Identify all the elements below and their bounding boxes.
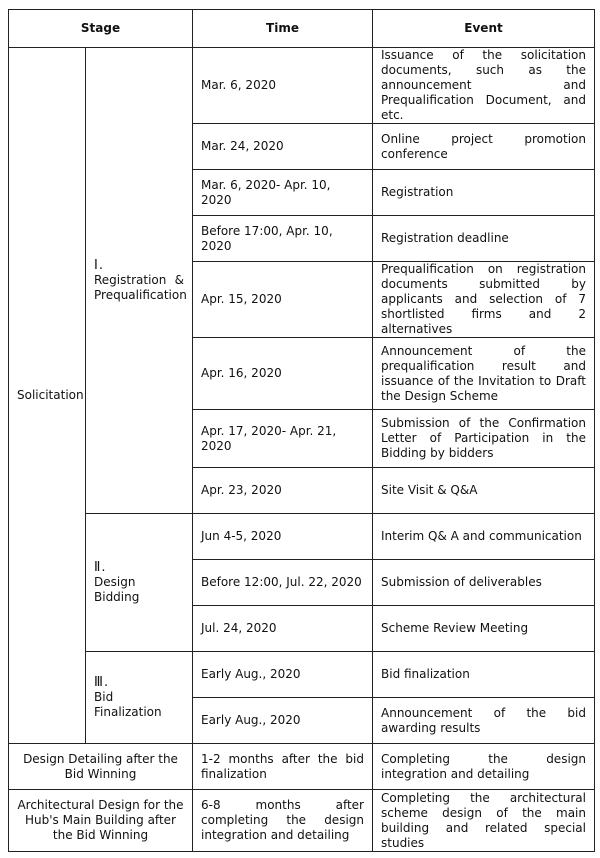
event-cell: Bid finalization xyxy=(373,652,595,698)
time-cell: Before 12:00, Jul. 22, 2020 xyxy=(193,560,373,606)
time-cell: Before 17:00, Apr. 10, 2020 xyxy=(193,216,373,262)
phase-2-name: Design Bidding xyxy=(94,575,140,604)
phase-1-numeral: Ⅰ. xyxy=(94,258,104,273)
event-cell: Online project promotion conference xyxy=(373,124,595,170)
time-cell: Apr. 23, 2020 xyxy=(193,468,373,514)
time-cell: Early Aug., 2020 xyxy=(193,698,373,744)
event-cell: Interim Q& A and communication xyxy=(373,514,595,560)
header-time: Time xyxy=(193,10,373,48)
event-cell: Site Visit & Q&A xyxy=(373,468,595,514)
stage-solicitation: Solicitation xyxy=(9,48,86,744)
time-cell: Mar. 6, 2020 xyxy=(193,48,373,124)
table-row xyxy=(9,652,595,698)
event-cell: Registration deadline xyxy=(373,216,595,262)
event-cell: Completing the architectural scheme design of the main building and related special studies xyxy=(373,790,595,852)
table-row xyxy=(9,744,595,790)
table-row xyxy=(9,48,595,124)
phase-1-name: Registration & Prequalification xyxy=(94,273,187,302)
phase-3-numeral: Ⅲ. xyxy=(94,675,110,690)
event-cell: Announcement of the prequalification result and issuance of the Invitation to Draft the Design Scheme xyxy=(373,338,595,410)
event-cell: Submission of deliverables xyxy=(373,560,595,606)
phase-2-cell xyxy=(86,514,193,652)
schedule-table xyxy=(8,9,595,852)
time-cell: Apr. 17, 2020- Apr. 21, 2020 xyxy=(193,410,373,468)
time-cell: 6-8 months after completing the design integration and detailing xyxy=(193,790,373,852)
event-cell: Prequalification on registration documents submitted by applicants and selection of 7 shortlisted firms and 2 alternatives xyxy=(373,262,595,338)
phase-1-cell xyxy=(86,48,193,514)
table-row xyxy=(9,514,595,560)
table-row xyxy=(9,790,595,852)
time-cell: Early Aug., 2020 xyxy=(193,652,373,698)
phase-3-cell xyxy=(86,652,193,744)
stage-architectural-design: Architectural Design for the Hub's Main Building after the Bid Winning xyxy=(9,790,193,852)
time-cell: Jul. 24, 2020 xyxy=(193,606,373,652)
header-row xyxy=(9,10,595,48)
header-stage: Stage xyxy=(9,10,193,48)
phase-2-numeral: Ⅱ. xyxy=(94,560,107,575)
event-cell: Issuance of the solicitation documents, such as the announcement and Prequalification Document, and etc. xyxy=(373,48,595,124)
event-cell: Scheme Review Meeting xyxy=(373,606,595,652)
time-cell: Jun 4-5, 2020 xyxy=(193,514,373,560)
time-cell: Mar. 6, 2020- Apr. 10, 2020 xyxy=(193,170,373,216)
header-event: Event xyxy=(373,10,595,48)
event-cell: Submission of the Confirmation Letter of Participation in the Bidding by bidders xyxy=(373,410,595,468)
event-cell: Announcement of the bid awarding results xyxy=(373,698,595,744)
phase-3-name: Bid Finalization xyxy=(94,690,162,719)
time-cell: Apr. 16, 2020 xyxy=(193,338,373,410)
time-cell: Apr. 15, 2020 xyxy=(193,262,373,338)
event-cell: Completing the design integration and detailing xyxy=(373,744,595,790)
event-cell: Registration xyxy=(373,170,595,216)
time-cell: 1-2 months after the bid finalization xyxy=(193,744,373,790)
stage-design-detailing: Design Detailing after the Bid Winning xyxy=(9,744,193,790)
time-cell: Mar. 24, 2020 xyxy=(193,124,373,170)
